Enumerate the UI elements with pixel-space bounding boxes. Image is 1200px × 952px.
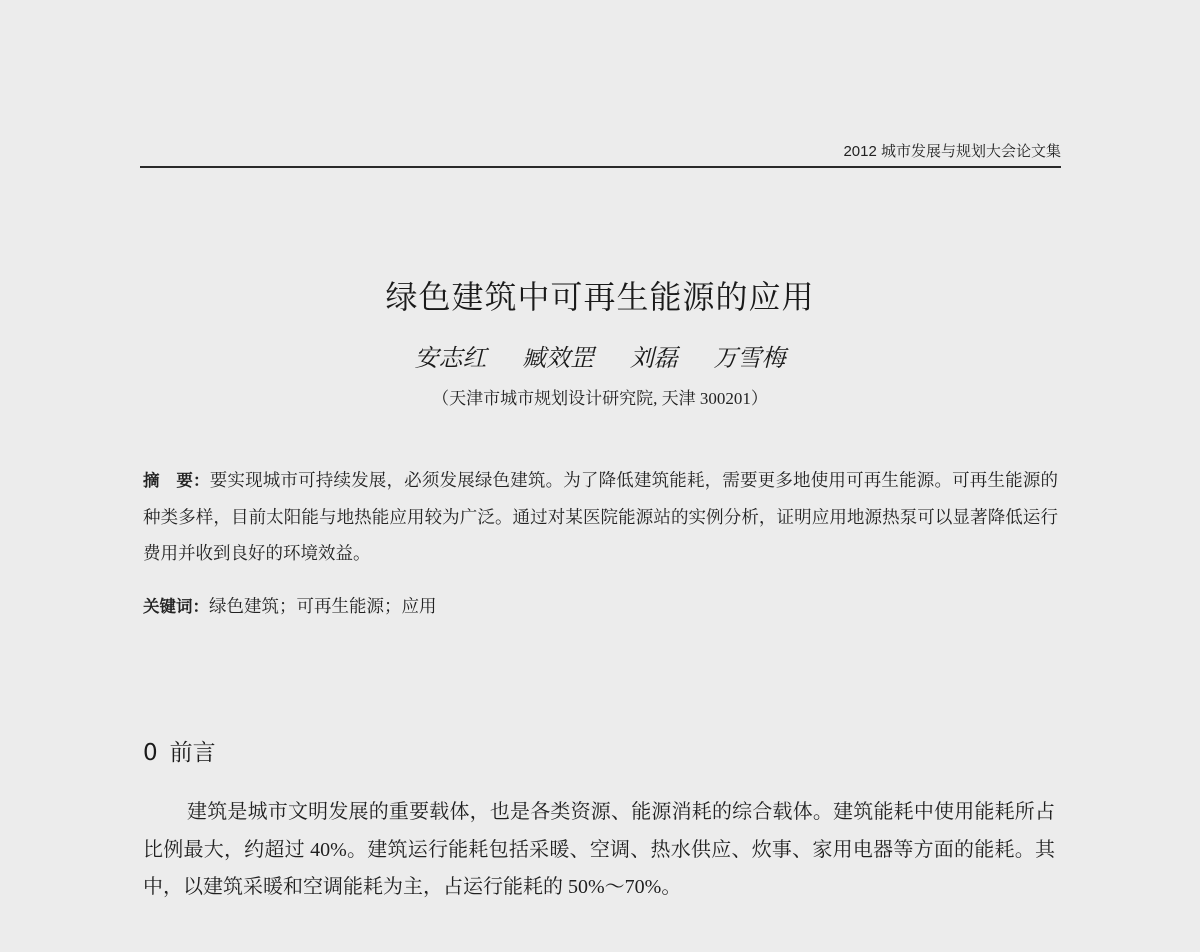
- abstract-text: 要实现城市可持续发展，必须发展绿色建筑。为了降低建筑能耗，需要更多地使用可再生能源。可再生能源的种类多样，目前太阳能与地热能应用较为广泛。通过对某医院能源站的实例分析，证明应用地源热泵可以显著降低运行费用并收到良好的环境效益。: [143, 470, 1059, 563]
- section-number: 0: [143, 740, 158, 766]
- author-name: 万雪梅: [713, 344, 786, 372]
- keywords-text: 绿色建筑；可再生能源；应用: [209, 596, 437, 616]
- author-name: 安志红: [414, 344, 487, 372]
- keywords-label: 关键词：: [143, 597, 209, 616]
- abstract: [143, 462, 1058, 571]
- keywords: [143, 588, 1058, 625]
- author-list: [0, 338, 1200, 373]
- author-affiliation: （天津市城市规划设计研究院, 天津 300201）: [432, 389, 768, 408]
- paper-title: 绿色建筑中可再生能源的应用: [385, 278, 815, 316]
- section-heading: [143, 734, 216, 767]
- running-header-title: 2012 城市发展与规划大会论文集: [843, 143, 1061, 160]
- abstract-label: 摘 要：: [143, 471, 210, 490]
- running-header: [140, 136, 1061, 168]
- author-name: 刘磊: [629, 344, 678, 372]
- body-paragraph: 建筑是城市文明发展的重要载体，也是各类资源、能源消耗的综合载体。建筑能耗中使用能耗所占比例最大，约超过 40%。建筑运行能耗包括采暖、空调、热水供应、炊事、家用电器等方面的能耗。其中，以建筑采暖和空调能耗为主，占运行能耗的 50%～70%。: [143, 801, 1055, 898]
- author-name: 臧效罡: [522, 344, 595, 372]
- section-title: 前言: [169, 740, 216, 766]
